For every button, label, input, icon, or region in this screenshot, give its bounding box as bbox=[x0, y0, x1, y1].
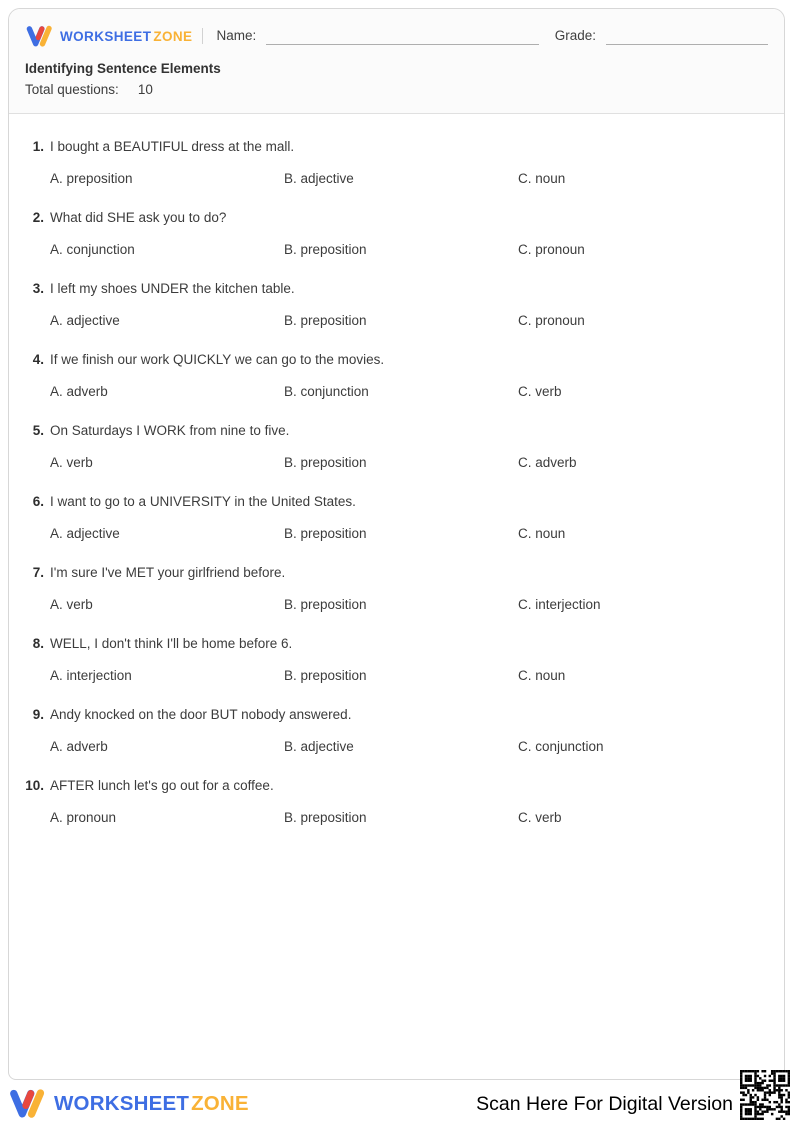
option-a: A. interjection bbox=[50, 668, 132, 683]
option-c: C. noun bbox=[518, 526, 566, 541]
option-c: C. interjection bbox=[518, 597, 601, 612]
option-b: B. preposition bbox=[284, 668, 367, 683]
question-line bbox=[9, 209, 768, 227]
options-row bbox=[9, 667, 768, 685]
question-item-2 bbox=[9, 209, 768, 259]
question-text: WELL, I don't think I'll be home before 6. bbox=[50, 636, 293, 651]
question-text: I'm sure I've MET your girlfriend before. bbox=[50, 565, 286, 580]
total-questions-value: 10 bbox=[137, 82, 153, 97]
question-number: 8. bbox=[32, 636, 44, 651]
options-row bbox=[9, 312, 768, 330]
worksheetzone-logo bbox=[25, 24, 192, 49]
option-a: A. adverb bbox=[50, 739, 108, 754]
option-c: C. noun bbox=[518, 668, 566, 683]
worksheetzone-logo-text bbox=[60, 29, 192, 44]
grade-label: Grade: bbox=[554, 28, 596, 43]
scan-here-text: Scan Here For Digital Version bbox=[476, 1092, 733, 1115]
total-questions-label: Total questions: bbox=[25, 82, 119, 97]
options-row bbox=[9, 383, 768, 401]
worksheetzone-logo-icon bbox=[8, 1087, 47, 1121]
question-item-10 bbox=[9, 777, 768, 827]
total-questions bbox=[25, 82, 768, 113]
question-number: 7. bbox=[32, 565, 44, 580]
question-number: 6. bbox=[32, 494, 44, 509]
option-a: A. verb bbox=[50, 455, 93, 470]
option-a: A. adverb bbox=[50, 384, 108, 399]
question-number: 5. bbox=[32, 423, 44, 438]
question-item-4 bbox=[9, 351, 768, 401]
question-item-7 bbox=[9, 564, 768, 614]
question-item-1 bbox=[9, 138, 768, 188]
options-row bbox=[9, 454, 768, 472]
logo-word-worksheet: WORKSHEET bbox=[60, 28, 152, 44]
option-c: C. pronoun bbox=[518, 242, 585, 257]
header-row bbox=[25, 21, 768, 51]
question-text: What did SHE ask you to do? bbox=[50, 210, 227, 225]
question-item-5 bbox=[9, 422, 768, 472]
worksheetzone-logo-icon bbox=[25, 24, 54, 49]
question-item-3 bbox=[9, 280, 768, 330]
logo-word-worksheet: WORKSHEET bbox=[54, 1092, 190, 1115]
options-row bbox=[9, 809, 768, 827]
name-field bbox=[216, 27, 554, 45]
options-row bbox=[9, 596, 768, 614]
question-number: 3. bbox=[32, 281, 44, 296]
options-row bbox=[9, 241, 768, 259]
question-item-6 bbox=[9, 493, 768, 543]
option-c: C. verb bbox=[518, 810, 562, 825]
question-item-8 bbox=[9, 635, 768, 685]
worksheet-header bbox=[9, 9, 784, 114]
question-item-9 bbox=[9, 706, 768, 756]
option-c: C. noun bbox=[518, 171, 566, 186]
qr-code bbox=[740, 1070, 790, 1120]
question-text: AFTER lunch let's go out for a coffee. bbox=[50, 778, 274, 793]
worksheetzone-footer-logo bbox=[8, 1087, 249, 1121]
option-b: B. preposition bbox=[284, 313, 367, 328]
option-b: B. adjective bbox=[284, 171, 354, 186]
options-row bbox=[9, 738, 768, 756]
question-text: Andy knocked on the door BUT nobody answered. bbox=[50, 707, 352, 722]
option-b: B. preposition bbox=[284, 597, 367, 612]
option-b: B. preposition bbox=[284, 810, 367, 825]
question-number: 10. bbox=[25, 778, 44, 793]
logo-word-zone: ZONE bbox=[191, 1092, 249, 1115]
options-row bbox=[9, 525, 768, 543]
option-c: C. verb bbox=[518, 384, 562, 399]
question-text: If we finish our work QUICKLY we can go to the movies. bbox=[50, 352, 385, 367]
options-row bbox=[9, 170, 768, 188]
question-line bbox=[9, 493, 768, 511]
question-line bbox=[9, 280, 768, 298]
option-c: C. pronoun bbox=[518, 313, 585, 328]
worksheetzone-logo-text bbox=[54, 1092, 249, 1116]
grade-field bbox=[555, 27, 768, 45]
page-footer bbox=[8, 1086, 733, 1122]
question-number: 2. bbox=[32, 210, 44, 225]
question-line bbox=[9, 138, 768, 156]
option-b: B. preposition bbox=[284, 242, 367, 257]
question-line bbox=[9, 706, 768, 724]
worksheet-card bbox=[8, 8, 785, 1080]
question-line bbox=[9, 564, 768, 582]
question-number: 9. bbox=[32, 707, 44, 722]
option-b: B. preposition bbox=[284, 526, 367, 541]
option-a: A. adjective bbox=[50, 526, 120, 541]
option-b: B. adjective bbox=[284, 739, 354, 754]
header-divider bbox=[202, 28, 203, 44]
option-c: C. adverb bbox=[518, 455, 577, 470]
question-number: 4. bbox=[32, 352, 44, 367]
name-blank-line bbox=[266, 29, 538, 45]
option-a: A. preposition bbox=[50, 171, 133, 186]
grade-blank-line bbox=[606, 29, 768, 45]
question-text: I bought a BEAUTIFUL dress at the mall. bbox=[50, 139, 295, 154]
option-a: A. adjective bbox=[50, 313, 120, 328]
question-text: On Saturdays I WORK from nine to five. bbox=[50, 423, 290, 438]
logo-word-zone: ZONE bbox=[153, 28, 193, 44]
question-number: 1. bbox=[32, 139, 44, 154]
option-a: A. conjunction bbox=[50, 242, 135, 257]
option-b: B. preposition bbox=[284, 455, 367, 470]
option-c: C. conjunction bbox=[518, 739, 604, 754]
questions-list bbox=[9, 114, 784, 827]
question-text: I left my shoes UNDER the kitchen table. bbox=[50, 281, 295, 296]
question-text: I want to go to a UNIVERSITY in the United States. bbox=[50, 494, 356, 509]
option-a: A. pronoun bbox=[50, 810, 117, 825]
worksheet-title: Identifying Sentence Elements bbox=[25, 61, 221, 76]
question-line bbox=[9, 422, 768, 440]
question-line bbox=[9, 635, 768, 653]
option-a: A. verb bbox=[50, 597, 93, 612]
option-b: B. conjunction bbox=[284, 384, 369, 399]
name-label: Name: bbox=[216, 28, 257, 43]
question-line bbox=[9, 777, 768, 795]
question-line bbox=[9, 351, 768, 369]
